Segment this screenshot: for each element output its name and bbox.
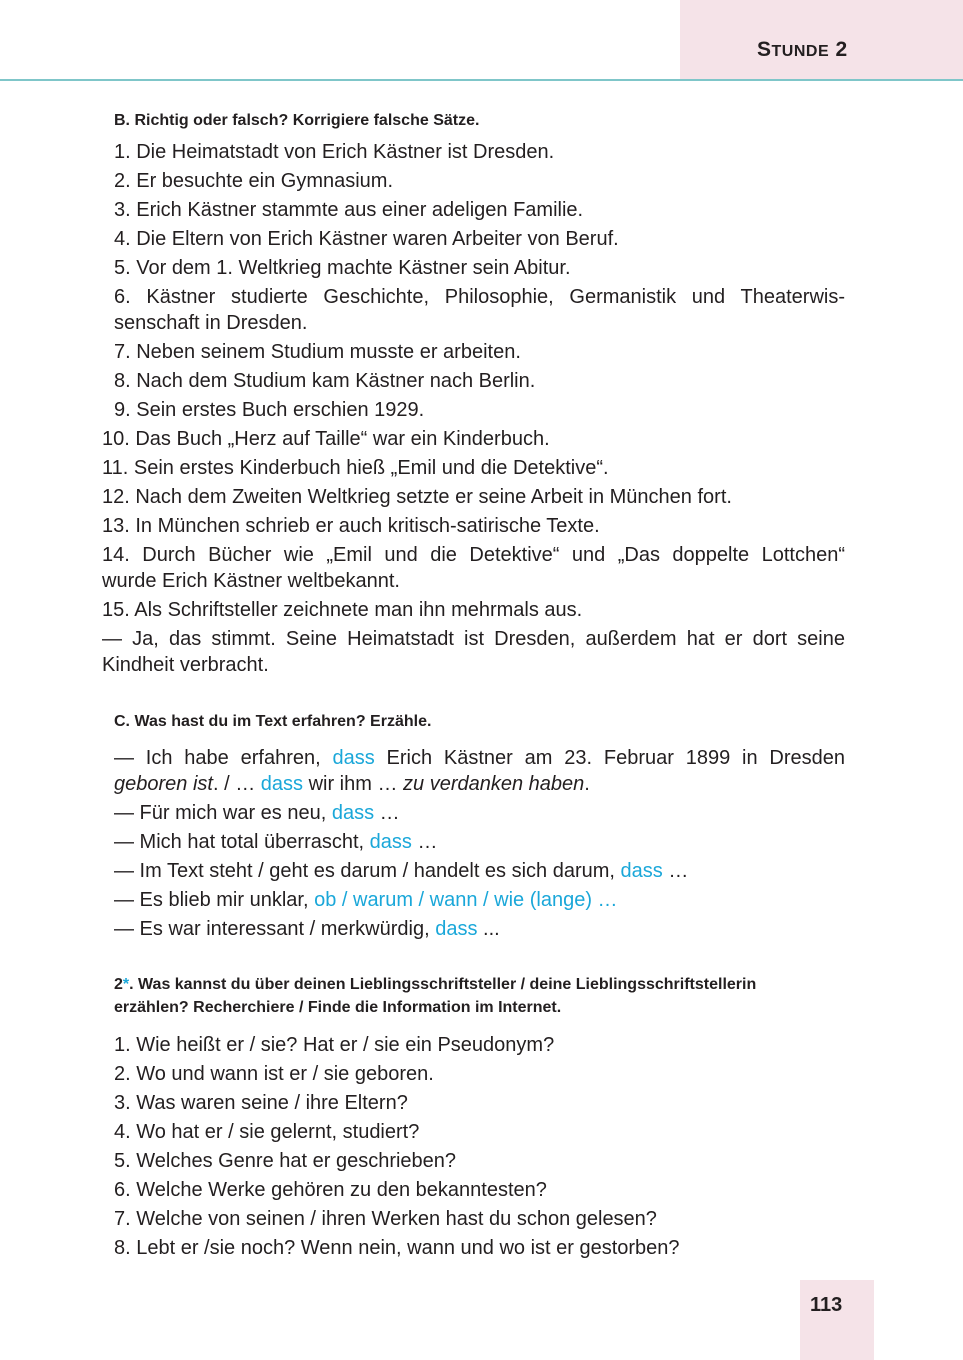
phrase-line: — Es war interessant / merkwürdig, dass ... (114, 918, 500, 940)
section-b-heading: B. Richtig oder falsch? Korrigiere falsche Sätze. (114, 112, 480, 129)
phrase-line: — Für mich war es neu, dass … (114, 802, 400, 824)
list-item-continuation: senschaft in Dresden. (114, 312, 308, 334)
list-item: 3. Was waren seine / ihre Eltern? (114, 1092, 408, 1114)
page-number: 113 (810, 1294, 843, 1316)
list-item: 5. Vor dem 1. Weltkrieg machte Kästner sein Abitur. (114, 257, 571, 279)
list-item: 15. Als Schriftsteller zeichnete man ihn mehrmals aus. (102, 599, 583, 621)
header-rule (0, 79, 963, 81)
exercise-2-heading: 2*. Was kannst du über deinen Lieblingsschriftsteller / deine Lieblingsschriftstellerin (114, 976, 757, 993)
phrase-line: — Im Text steht / geht es darum / handelt es sich darum, dass … (114, 860, 689, 882)
list-item: 7. Welche von seinen / ihren Werken hast du schon gelesen? (114, 1208, 657, 1230)
list-item: 6. Kästner studierte Geschichte, Philosophie, Germanistik und Theaterwis- (114, 286, 845, 308)
list-item: 4. Die Eltern von Erich Kästner waren Arbeiter von Beruf. (114, 228, 619, 250)
lesson-title: STUNDE 2 (757, 38, 848, 61)
list-item: 1. Wie heißt er / sie? Hat er / sie ein Pseudonym? (114, 1034, 555, 1056)
list-item: 12. Nach dem Zweiten Weltkrieg setzte er seine Arbeit in München fort. (102, 486, 732, 508)
list-item: 9. Sein erstes Buch erschien 1929. (114, 399, 425, 421)
star-icon: * (122, 976, 130, 993)
list-item-continuation: wurde Erich Kästner weltbekannt. (102, 570, 400, 592)
page-number-tab (800, 1280, 874, 1360)
phrase-line: — Mich hat total überrascht, dass … (114, 831, 438, 853)
list-item: 8. Nach dem Studium kam Kästner nach Berlin. (114, 370, 536, 392)
example-answer-continuation: Kindheit verbracht. (102, 654, 269, 676)
list-item: 7. Neben seinem Studium musste er arbeiten. (114, 341, 521, 363)
phrase-line: — Ich habe erfahren, dass Erich Kästner am 23. Februar 1899 in Dresden (114, 747, 845, 769)
list-item: 14. Durch Bücher wie „Emil und die Detektive“ und „Das doppelte Lottchen“ (102, 544, 845, 566)
list-item: 5. Welches Genre hat er geschrieben? (114, 1150, 457, 1172)
list-item: 6. Welche Werke gehören zu den bekanntesten? (114, 1179, 547, 1201)
exercise-2-heading-continuation: erzählen? Recherchiere / Finde die Information im Internet. (114, 999, 562, 1016)
list-item: 11. Sein erstes Kinderbuch hieß „Emil und die Detektive“. (102, 457, 609, 479)
example-answer: — Ja, das stimmt. Seine Heimatstadt ist Dresden, außerdem hat er dort seine (102, 628, 845, 650)
list-item: 2. Wo und wann ist er / sie geboren. (114, 1063, 434, 1085)
list-item: 13. In München schrieb er auch kritisch-satirische Texte. (102, 515, 600, 537)
phrase-line: geboren ist. / … dass wir ihm … zu verdanken haben. (114, 773, 590, 795)
list-item: 8. Lebt er /sie noch? Wenn nein, wann und wo ist er gestorben? (114, 1237, 680, 1259)
phrase-line: — Es blieb mir unklar, ob / warum / wann / wie (lange) … (114, 889, 618, 911)
list-item: 10. Das Buch „Herz auf Taille“ war ein Kinderbuch. (102, 428, 550, 450)
section-c-heading: C. Was hast du im Text erfahren? Erzähle. (114, 713, 432, 730)
list-item: 1. Die Heimatstadt von Erich Kästner ist Dresden. (114, 141, 555, 163)
list-item: 4. Wo hat er / sie gelernt, studiert? (114, 1121, 420, 1143)
list-item: 3. Erich Kästner stammte aus einer adeligen Familie. (114, 199, 584, 221)
list-item: 2. Er besuchte ein Gymnasium. (114, 170, 394, 192)
